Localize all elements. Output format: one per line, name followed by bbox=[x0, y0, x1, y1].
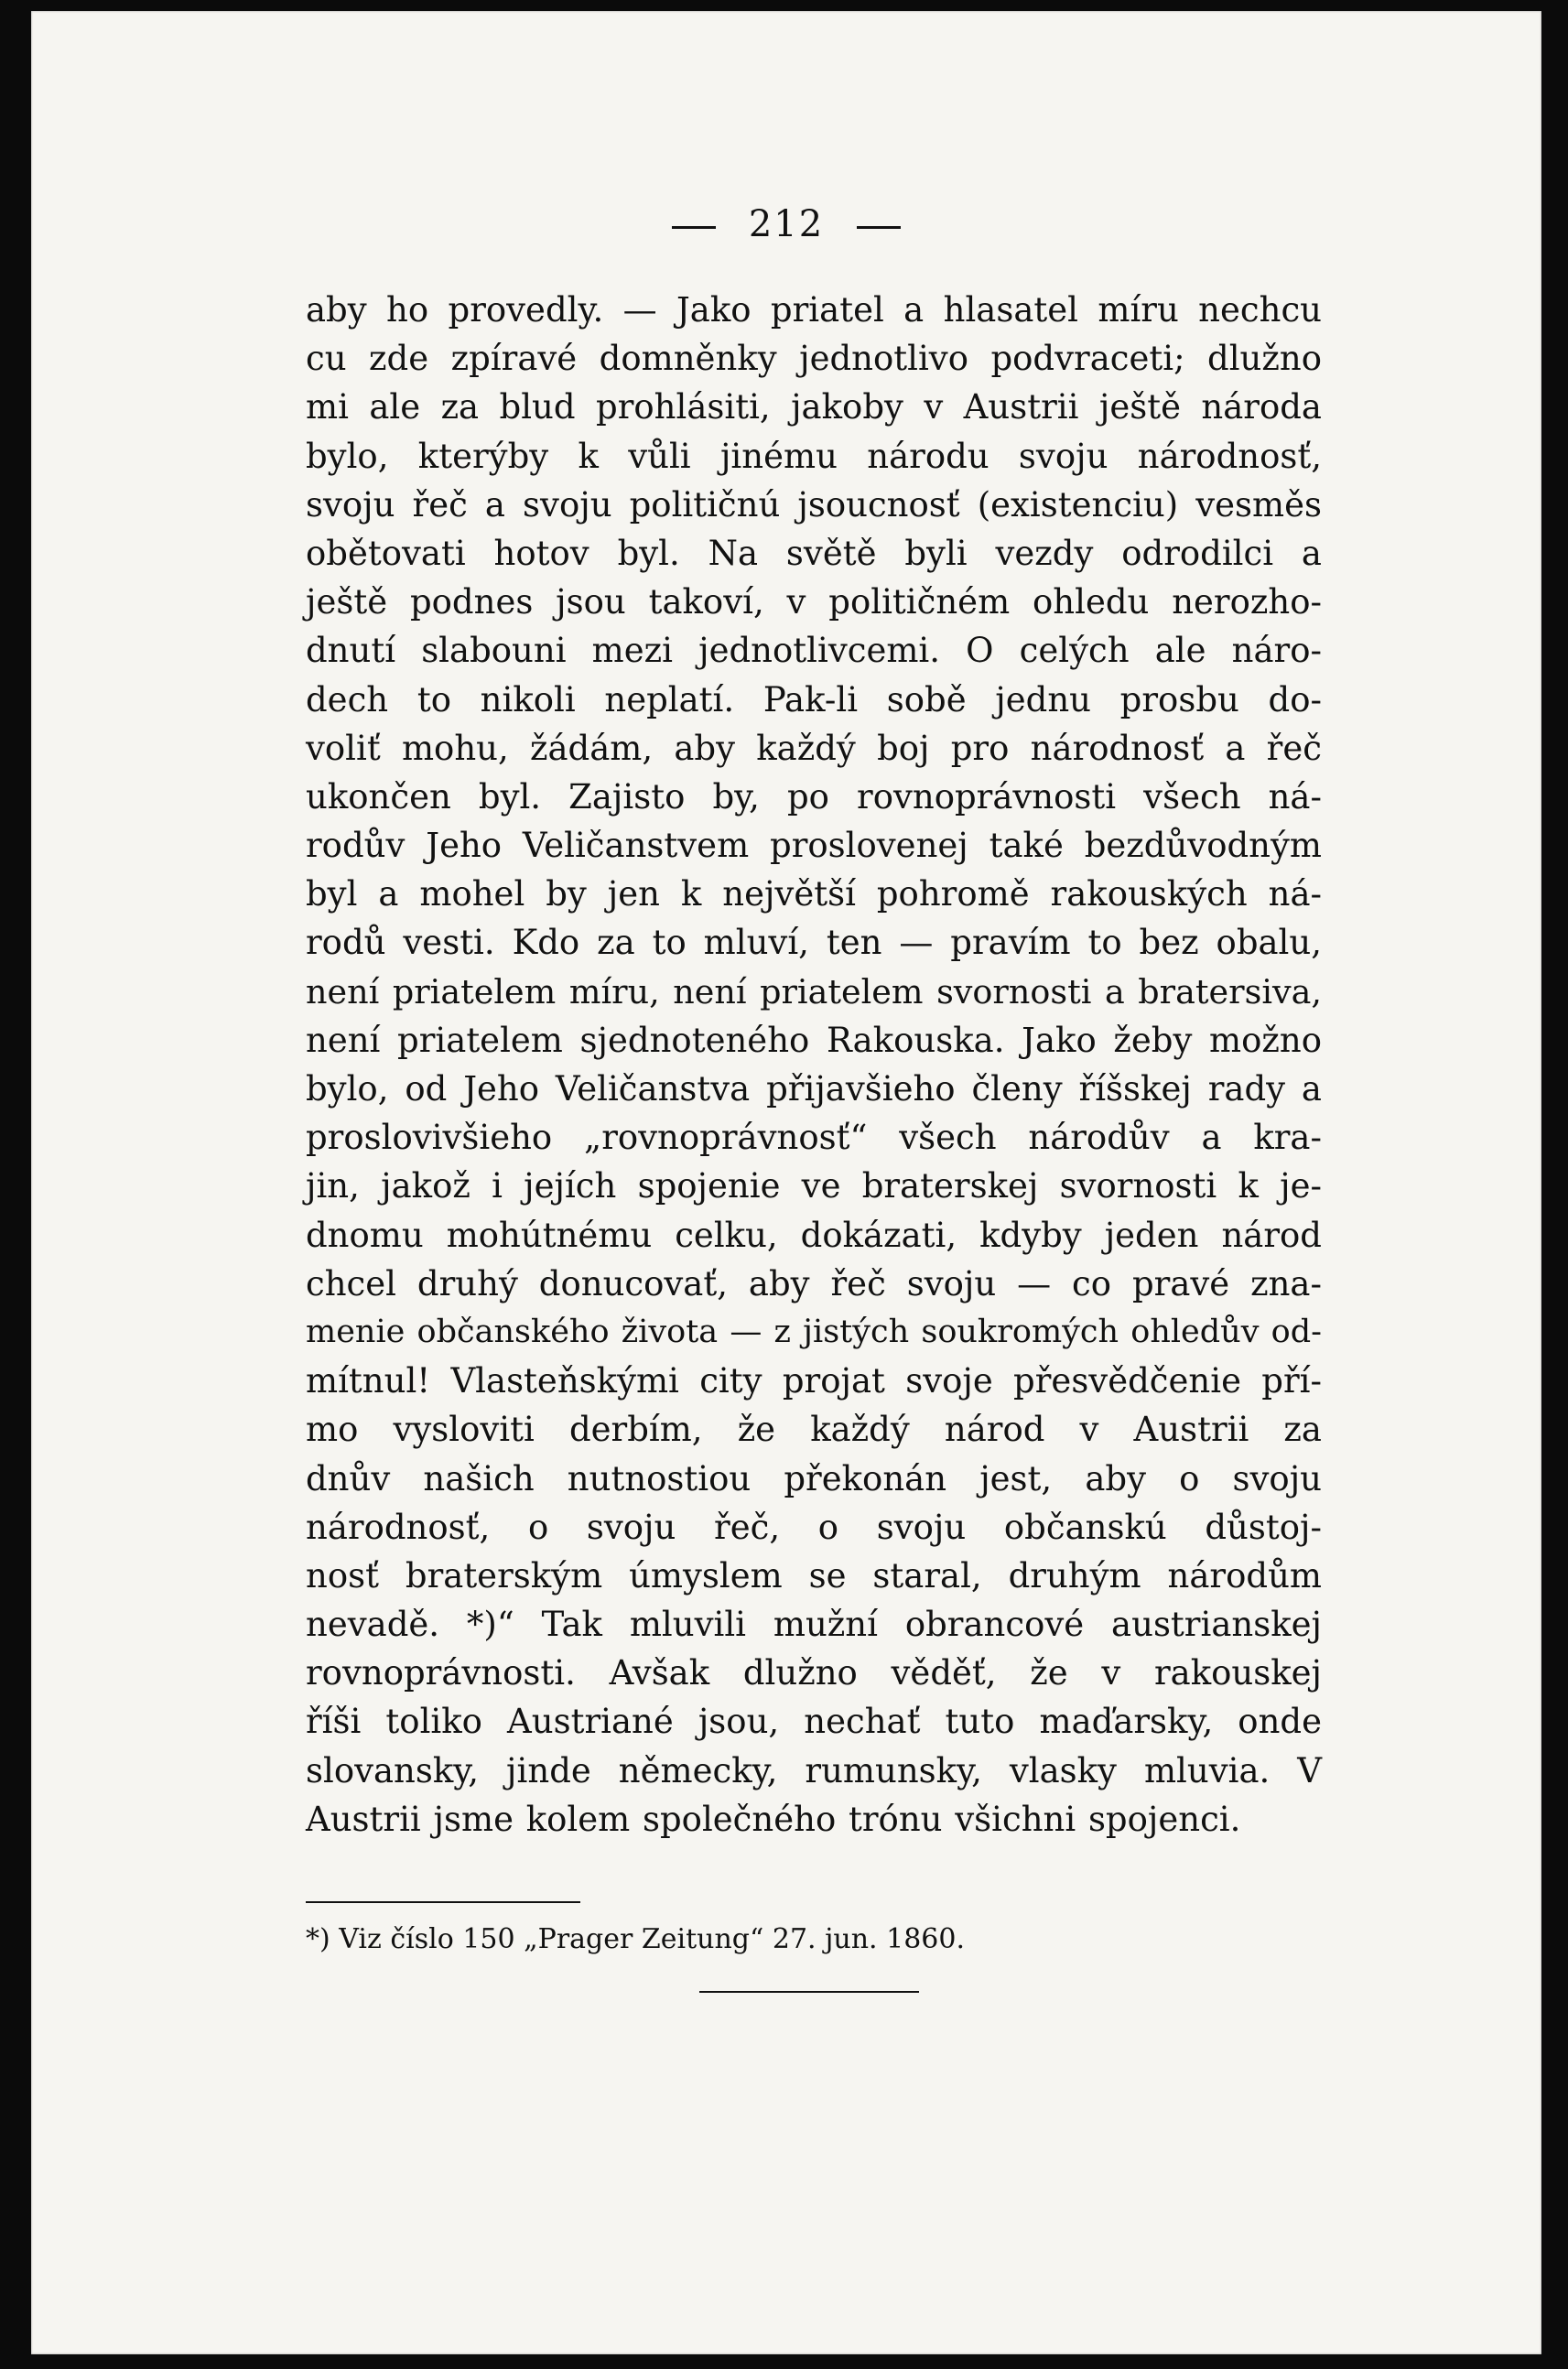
page-end-rule bbox=[699, 1991, 919, 1993]
text-line: cu zde zpíravé domněnky jednotlivo podvraceti; dlužno bbox=[306, 339, 1322, 379]
text-line: rovnoprávnosti. Avšak dlužno věděť, že v rakouskej bbox=[306, 1653, 1322, 1693]
text-line: jin, jakož i jejích spojenie ve braterskej svornosti k je- bbox=[306, 1166, 1322, 1206]
text-line: aby ho provedly. — Jako priatel a hlasatel míru nechcu bbox=[306, 290, 1322, 330]
text-line: rodů vesti. Kdo za to mluví, ten — pravím to bez obalu, bbox=[306, 923, 1322, 963]
page-number: 212 bbox=[748, 203, 825, 245]
footnote-rule bbox=[306, 1901, 580, 1903]
text-line: dnutí slabouni mezi jednotlivcemi. O celých ale náro- bbox=[306, 631, 1322, 671]
text-line: ještě podnes jsou takoví, v političném ohledu nerozho- bbox=[306, 582, 1322, 622]
text-line: byl a mohel by jen k největší pohromě rakouských ná- bbox=[306, 874, 1322, 914]
book-page bbox=[31, 11, 1541, 2354]
right-dash bbox=[857, 226, 901, 229]
text-line: národnosť, o svoju řeč, o svoju občanskú důstoj- bbox=[306, 1507, 1322, 1547]
text-line: svoju řeč a svoju političnú jsoucnosť (existenciu) vesměs bbox=[306, 484, 1322, 525]
text-line: není priatelem sjednoteného Rakouska. Jako žeby možno bbox=[306, 1020, 1322, 1060]
text-line: nosť braterským úmyslem se staral, druhým národům bbox=[306, 1555, 1322, 1596]
text-line: obětovati hotov byl. Na světě byli vezdy odrodilci a bbox=[306, 533, 1322, 573]
text-line: nevadě. *)“ Tak mluvili mužní obrancové austrianskej bbox=[306, 1605, 1322, 1645]
text-line: bylo, kterýby k vůli jinému národu svoju národnosť, bbox=[306, 436, 1322, 476]
text-line: není priatelem míru, není priatelem svornosti a bratersiva, bbox=[306, 971, 1322, 1011]
text-line: dnův našich nutnostiou překonán jest, aby o svoju bbox=[306, 1458, 1322, 1498]
text-line: menie občanského života — z jistých soukromých ohledův od- bbox=[306, 1313, 1322, 1350]
text-line: slovansky, jinde německy, rumunsky, vlasky mluvia. V bbox=[306, 1750, 1322, 1790]
text-line: proslovivšieho „rovnoprávnosť“ všech národův a kra- bbox=[306, 1118, 1322, 1158]
text-line: Austrii jsme kolem společného trónu všichni spojenci. bbox=[306, 1799, 1241, 1839]
text-line: říši toliko Austriané jsou, nechať tuto maďarsky, onde bbox=[306, 1702, 1322, 1742]
text-line: mi ale za blud prohlásiti, jakoby v Austrii ještě národa bbox=[306, 387, 1322, 427]
text-line: voliť mohu, žádám, aby každý boj pro národnosť a řeč bbox=[306, 728, 1322, 768]
text-line: mo vysloviti derbím, že každý národ v Austrii za bbox=[306, 1410, 1322, 1450]
text-line: mítnul! Vlasteňskými city projat svoje přesvědčenie pří- bbox=[306, 1361, 1322, 1401]
text-line: bylo, od Jeho Veličanstva přijavšieho členy říšskej rady a bbox=[306, 1069, 1322, 1109]
footnote: *) Viz číslo 150 „Prager Zeitung“ 27. jun. 1860. bbox=[306, 1923, 965, 1955]
text-line: dnomu mohútnému celku, dokázati, kdyby jeden národ bbox=[306, 1215, 1322, 1255]
page-number-header bbox=[31, 203, 1541, 245]
text-line: dech to nikoli neplatí. Pak-li sobě jednu prosbu do- bbox=[306, 679, 1322, 719]
text-line: chcel druhý donucovať, aby řeč svoju — co pravé zna- bbox=[306, 1263, 1322, 1303]
text-line: rodův Jeho Veličanstvem proslovenej také bezdůvodným bbox=[306, 826, 1322, 866]
text-line: ukončen byl. Zajisto by, po rovnoprávnosti všech ná- bbox=[306, 776, 1322, 817]
left-dash bbox=[672, 226, 716, 229]
body-text bbox=[306, 286, 1322, 1844]
